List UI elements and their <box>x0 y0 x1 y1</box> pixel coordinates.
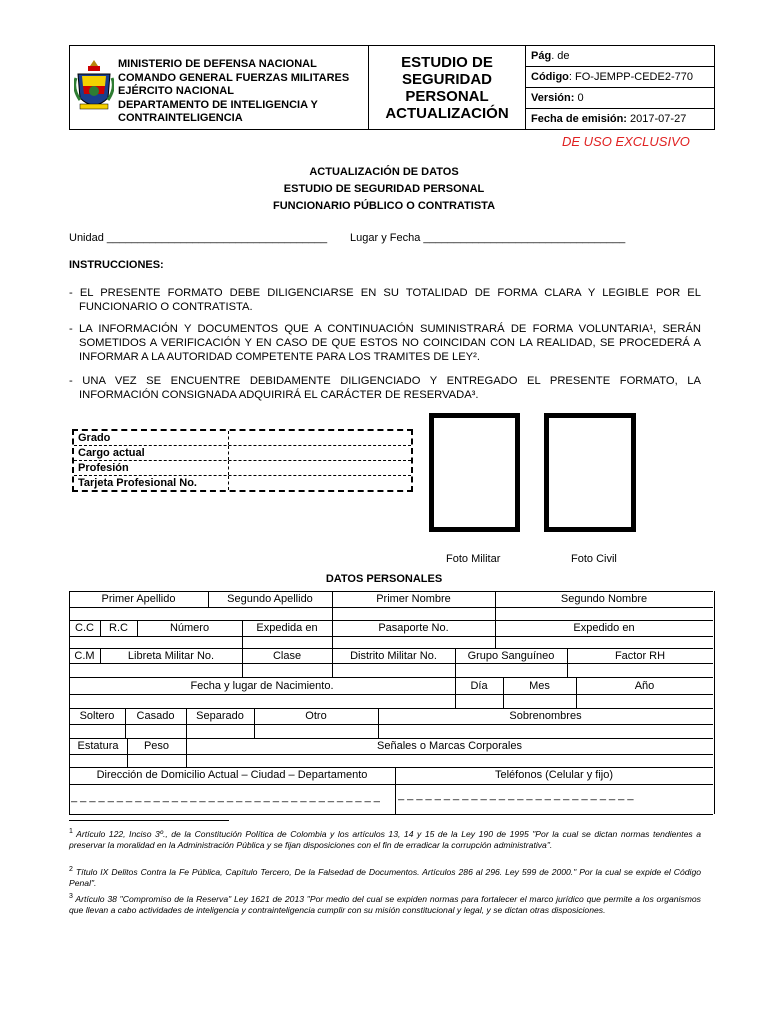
segundo-apellido-label: Segundo Apellido <box>227 593 313 605</box>
direccion-label: Dirección de Domicilio Actual – Ciudad – Departamento <box>96 769 368 781</box>
peso-label: Peso <box>143 740 170 752</box>
nacimiento-label: Fecha y lugar de Nacimiento. <box>190 680 334 692</box>
footnote-3: $^3$ Artículo 38 "Compromiso de la Reserva" Ley 1621 de 2013 "Por medio del cual se expiden normas para fortalecer el marco jurídico que permite a los organismos que llevan a cabo actividades de inteligencia y contrainteligencia cumplir con su misión constitucional y legal, y se dictan otras disposiciones. <box>69 893 701 916</box>
rc-label: R.C <box>109 622 128 634</box>
profesion-input[interactable] <box>229 461 411 475</box>
footnote-1: $^1$ Artículo 122, Inciso 3º., de la Constitución Política de Colombia y los artículos 13, 14 y 15 de la Ley 190 de 1995 "Por la cual se dictan normas tendientes a preservar la moralidad en la Administración Pública y se fijan disposiciones con el fin de erradicar la corrupción administrativa". <box>69 828 701 851</box>
primer-nombre-label: Primer Nombre <box>376 593 451 605</box>
table-row: Grado <box>74 431 411 446</box>
telefonos-label: Teléfonos (Celular y fijo) <box>495 769 613 781</box>
telefonos-input[interactable]: _ _ _ _ _ _ _ _ _ _ _ _ _ _ _ _ _ _ _ _ _ _ _ _ _ _ <box>398 789 634 801</box>
grupo-label: Grupo Sanguíneo <box>467 650 555 662</box>
direccion-input[interactable]: _ _ _ _ _ _ _ _ _ _ _ _ _ _ _ _ _ _ _ _ _ _ _ _ _ _ _ _ _ _ _ _ _ _ <box>71 791 380 803</box>
org-cell <box>70 46 369 129</box>
unidad-field[interactable]: Unidad ____________________________________ <box>69 232 328 244</box>
soltero-label: Soltero <box>79 710 115 722</box>
rank-info-table <box>72 429 413 492</box>
segundo-nombre-label: Segundo Nombre <box>560 593 648 605</box>
dia-label: Día <box>470 680 488 692</box>
cm-label: C.M <box>74 650 95 662</box>
table-line <box>69 784 713 785</box>
separado-label: Separado <box>196 710 244 722</box>
table-row: Profesión <box>74 461 411 476</box>
table-line <box>69 636 713 637</box>
military-photo-label: Foto Militar <box>446 553 501 565</box>
distrito-label: Distrito Militar No. <box>350 650 437 662</box>
factor-label: Factor RH <box>614 650 666 662</box>
version-row: Versión: 0 <box>526 88 714 109</box>
expedido-label: Expedido en <box>573 622 635 634</box>
civil-photo-label: Foto Civil <box>571 553 617 565</box>
mes-label: Mes <box>529 680 550 692</box>
form-title-2: ESTUDIO DE SEGURIDAD PERSONAL <box>283 183 485 195</box>
cc-label: C.C <box>75 622 94 634</box>
pasaporte-label: Pasaporte No. <box>378 622 449 634</box>
clase-label: Clase <box>272 650 302 662</box>
table-line <box>69 694 713 695</box>
table-line <box>69 754 713 755</box>
table-line <box>69 814 713 815</box>
military-photo-box[interactable] <box>429 413 520 532</box>
instruction-1: - EL PRESENTE FORMATO DEBE DILIGENCIARSE EN SU TOTALIDAD DE FORMA CLARA Y LEGIBLE POR EL FUNCIONARIO O CONTRATISTA. <box>69 287 701 313</box>
grado-input[interactable] <box>229 431 411 445</box>
table-row: Tarjeta Profesional No. <box>74 476 411 490</box>
tarjeta-input[interactable] <box>229 476 411 490</box>
primer-apellido-label: Primer Apellido <box>101 593 176 605</box>
estatura-label: Estatura <box>77 740 119 752</box>
cargo-input[interactable] <box>229 446 411 460</box>
code-row: Código: FO-JEMPP-CEDE2-770 <box>526 67 714 88</box>
civil-photo-box[interactable] <box>544 413 636 532</box>
footnote-divider <box>69 820 229 821</box>
footnote-2: $^2$ Título IX Delitos Contra la Fe Pública, Capítulo Tercero, De la Falsedad de Documentos. Artículos 286 al 296. Ley 599 de 2000." Por la cual se expide el Código Penal". <box>69 866 702 889</box>
org-name: MINISTERIO DE DEFENSA NACIONAL COMANDO GENERAL FUERZAS MILITARES EJÉRCITO NACIONAL DEPARTAMENTO DE INTELIGENCIA Y CONTRAINTELIGENCIA <box>118 58 350 124</box>
exclusive-use-label: DE USO EXCLUSIVO <box>562 134 690 149</box>
otro-label: Otro <box>305 710 327 722</box>
table-line <box>69 724 713 725</box>
table-line <box>69 607 713 608</box>
lugar-fecha-field[interactable]: Lugar y Fecha _________________________________ <box>350 232 626 244</box>
army-crest-icon <box>74 58 114 116</box>
date-row: Fecha de emisión: 2017-07-27 <box>531 113 687 125</box>
instructions-heading: INSTRUCCIONES: <box>69 259 164 271</box>
instruction-3: - UNA VEZ SE ENCUENTRE DEBIDAMENTE DILIGENCIADO Y ENTREGADO EL PRESENTE FORMATO, LA INFORMACIÓN CONSIGNADA ADQUIRIRÁ EL CARÁCTER DE RESERVADA³. <box>69 375 701 401</box>
page-row: Pág. de <box>526 46 714 67</box>
table-line <box>69 677 713 678</box>
instruction-2: - LA INFORMACIÓN Y DOCUMENTOS QUE A CONTINUACIÓN SUMINISTRARÁ DE FORMA VOLUNTARIA¹, SERÁN SOMETIDOS A VERIFICACIÓN Y EN CASO DE QUE ESTOS NO COINCIDAN CON LA REALIDAD, SE PROCEDERÁ A INFORMAR A LA AUTORIDAD COMPETENTE PARA LOS TRAMITES DE LEY². <box>69 323 701 363</box>
ano-label: Año <box>634 680 655 692</box>
doc-title-cell: ESTUDIO DE SEGURIDAD PERSONAL ACTUALIZACIÓN <box>369 46 526 129</box>
doc-meta-cell <box>526 46 714 129</box>
senales-label: Señales o Marcas Corporales <box>377 740 522 752</box>
expedida-label: Expedida en <box>256 622 318 634</box>
personal-data-heading: DATOS PERSONALES <box>325 573 443 585</box>
casado-label: Casado <box>136 710 175 722</box>
libreta-label: Libreta Militar No. <box>127 650 215 662</box>
table-row: Cargo actual <box>74 446 411 461</box>
numero-label: Número <box>169 622 210 634</box>
form-title-1: ACTUALIZACIÓN DE DATOS <box>309 166 459 178</box>
form-title-3: FUNCIONARIO PÚBLICO O CONTRATISTA <box>272 200 496 212</box>
sobrenombres-label: Sobrenombres <box>509 710 582 722</box>
document-header <box>69 45 715 130</box>
